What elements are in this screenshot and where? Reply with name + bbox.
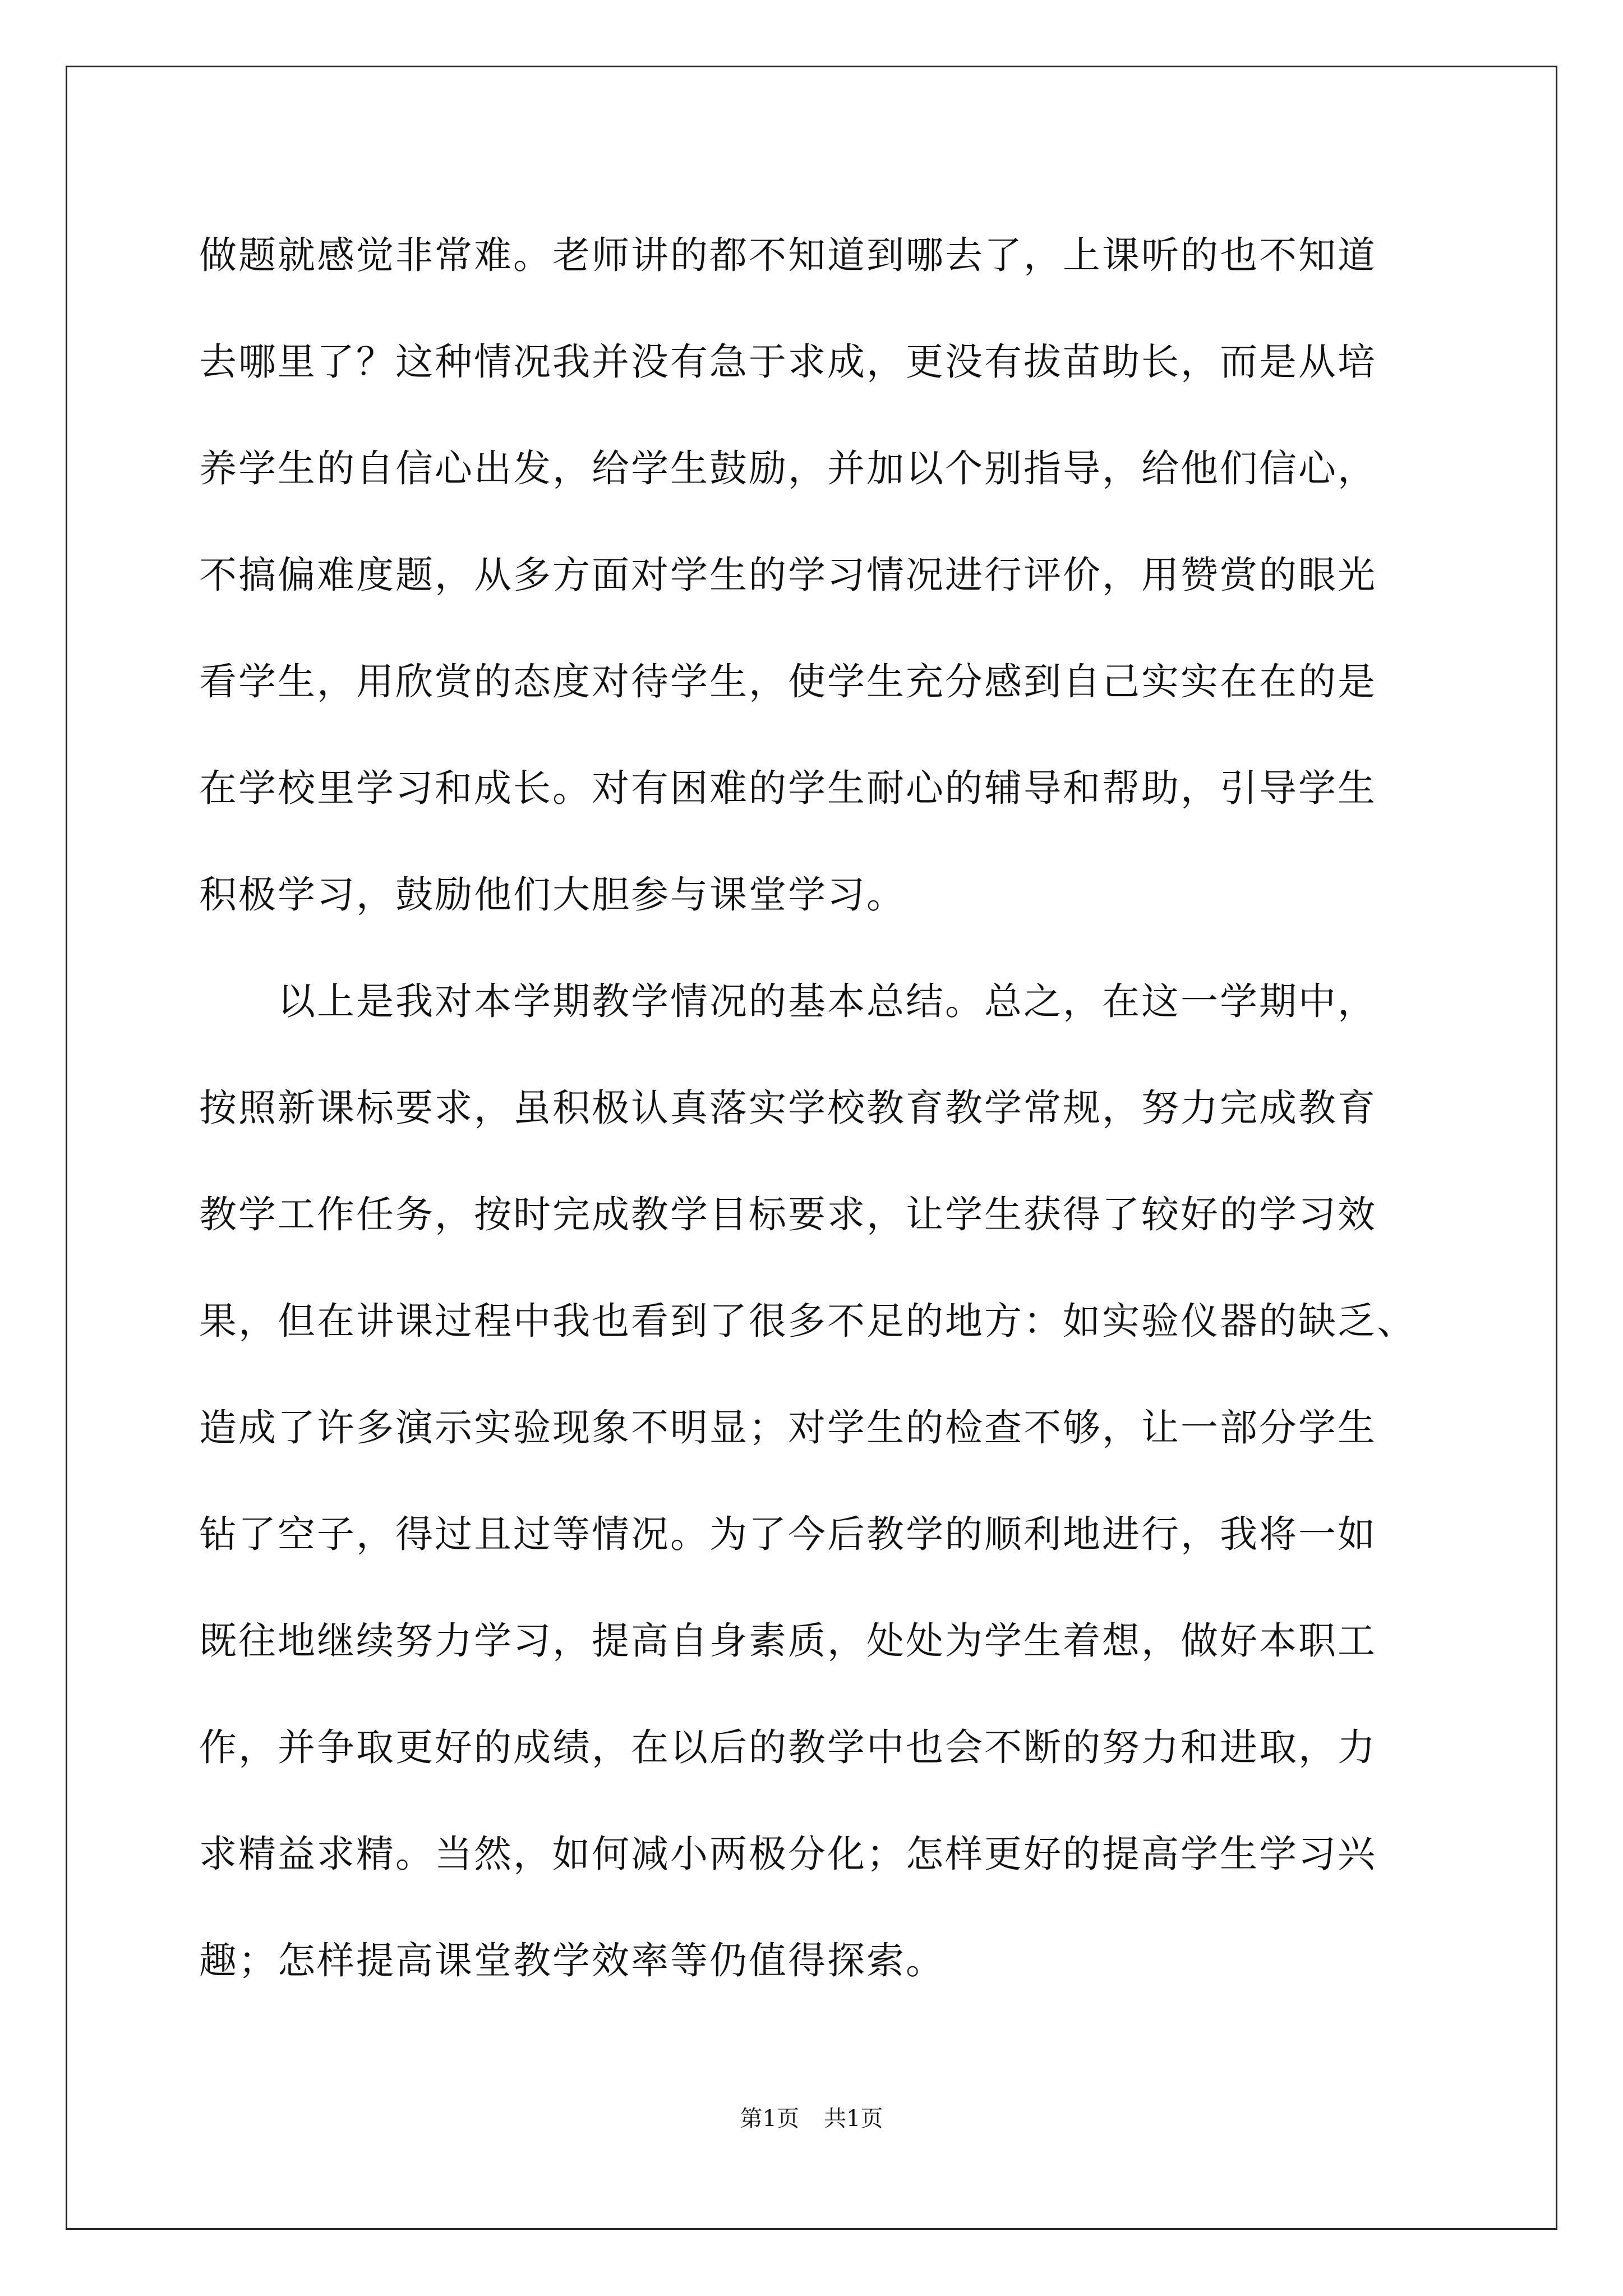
paragraph-line: 钻了空子，得过且过等情况。为了今后教学的顺利地进行，我将一如 — [199, 1512, 1377, 1556]
paragraph-line: 既往地继续努力学习，提高自身素质，处处为学生着想，做好本职工 — [199, 1619, 1377, 1663]
paragraph-line: 看学生，用欣赏的态度对待学生，使学生充分感到自己实实在在的是 — [199, 660, 1377, 703]
paragraph-line: 求精益求精。当然，如何减小两极分化；怎样更好的提高学生学习兴 — [199, 1832, 1377, 1876]
paragraph-line: 趣；怎样提高课堂教学效率等仍值得探索。 — [199, 1939, 945, 1982]
paragraph-line: 养学生的自信心出发，给学生鼓励，并加以个别指导，给他们信心， — [199, 447, 1377, 490]
paragraph-line: 以上是我对本学期教学情况的基本总结。总之，在这一学期中， — [278, 979, 1377, 1023]
paragraph-line: 按照新课标要求，虽积极认真落实学校教育教学常规，努力完成教育 — [199, 1086, 1377, 1130]
paragraph-line: 造成了许多演示实验现象不明显；对学生的检查不够，让一部分学生 — [199, 1406, 1377, 1450]
paragraph-line: 作，并争取更好的成绩，在以后的教学中也会不断的努力和进取，力 — [199, 1726, 1377, 1769]
page-number: 第1页 — [740, 2106, 799, 2132]
paragraph-line: 果，但在讲课过程中我也看到了很多不足的地方：如实验仪器的缺乏、 — [199, 1299, 1416, 1343]
page-total: 共1页 — [824, 2106, 883, 2132]
paragraph-line: 做题就感觉非常难。老师讲的都不知道到哪去了，上课听的也不知道 — [199, 233, 1377, 277]
paragraph-line: 不搞偏难度题，从多方面对学生的学习情况进行评价，用赞赏的眼光 — [199, 553, 1377, 597]
paragraph-line: 教学工作任务，按时完成教学目标要求，让学生获得了较好的学习效 — [199, 1193, 1377, 1236]
document-body — [199, 219, 1427, 2031]
paragraph-line: 在学校里学习和成长。对有困难的学生耐心的辅导和帮助，引导学生 — [199, 766, 1377, 810]
page-footer — [0, 2101, 1623, 2133]
paragraph-line: 积极学习，鼓励他们大胆参与课堂学习。 — [199, 873, 906, 917]
paragraph-line: 去哪里了？这种情况我并没有急于求成，更没有拔苗助长，而是从培 — [199, 340, 1377, 384]
